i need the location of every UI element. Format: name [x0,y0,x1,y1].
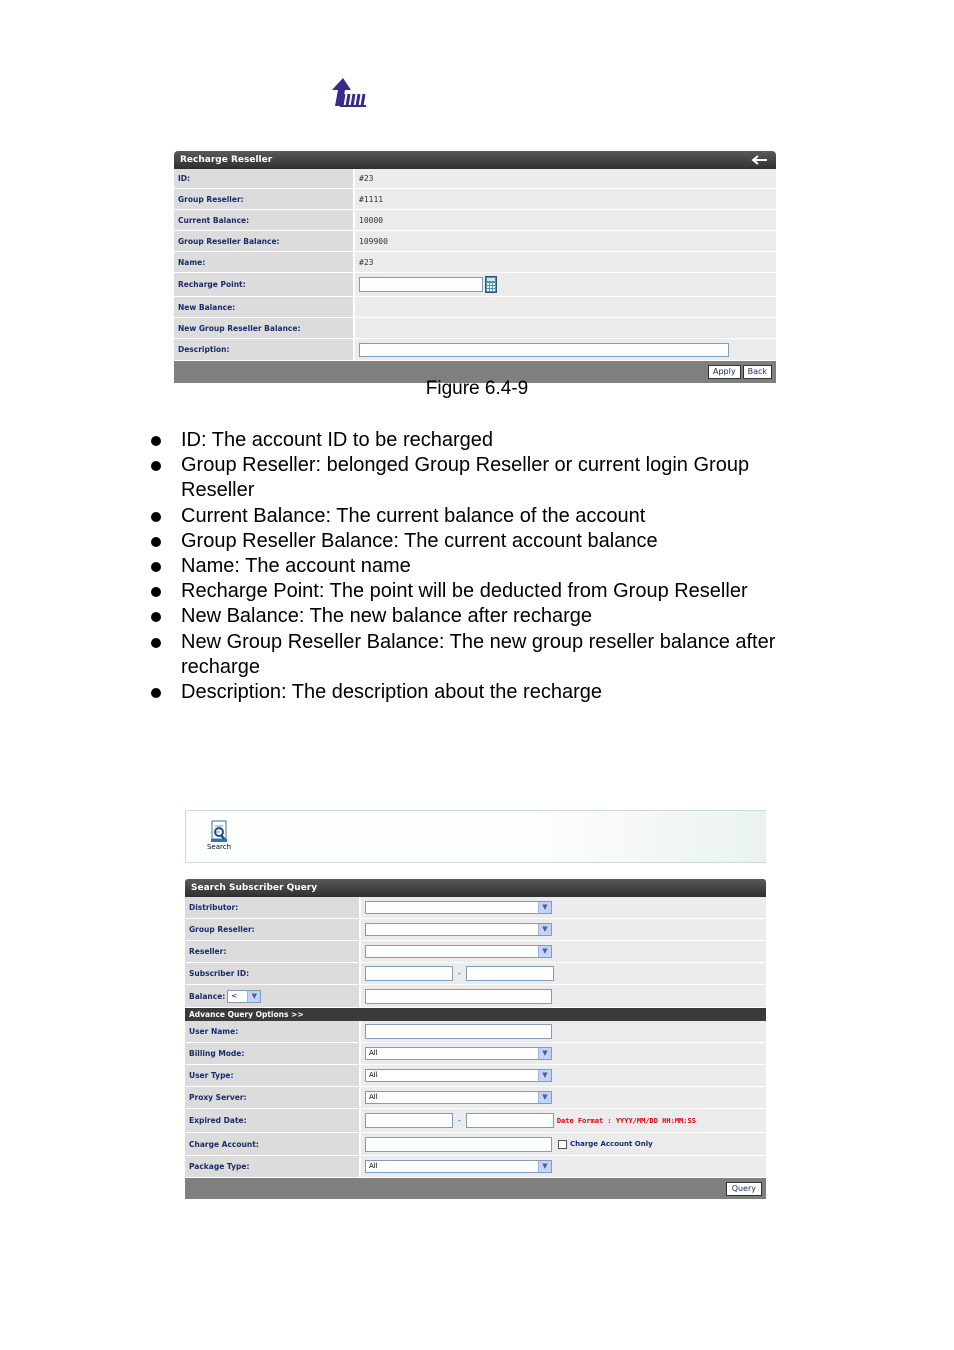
calculator-icon[interactable] [485,276,497,293]
billing-mode-select[interactable] [365,1047,552,1060]
row-charge-account [185,1133,766,1156]
distributor-label: Distributor: [185,897,361,918]
search-icon [208,819,230,843]
bullet-icon [151,461,161,471]
query-button[interactable]: Query [726,1182,762,1196]
row-current-balance [174,210,776,231]
search-tool-button[interactable] [202,819,236,851]
row-user-name [185,1021,766,1043]
charge-account-label: Charge Account: [185,1133,361,1155]
row-balance [185,985,766,1008]
bullet-icon [151,612,161,622]
row-group-reseller [185,919,766,941]
group-reseller-cell [361,919,766,940]
recharge-reseller-panel [174,151,776,378]
panel-title [174,151,776,169]
bullet-text: Recharge Point: The point will be deducted from Group Reseller [181,580,748,603]
row-distributor [185,897,766,919]
advance-query-options-toggle[interactable]: Advance Query Options >> [185,1008,766,1021]
chevron-down-icon: ▼ [538,1070,551,1081]
row-description [174,339,776,361]
charge-account-only-checkbox[interactable] [558,1140,567,1149]
reseller-cell [361,941,766,962]
range-dash: - [457,969,462,978]
bullet-icon [151,436,161,446]
row-group-reseller-balance [174,231,776,252]
list-item [148,680,828,705]
group-reseller-value: #1111 [355,189,776,209]
list-item [148,579,828,604]
reseller-select[interactable] [365,945,552,958]
user-type-value: All [369,1071,378,1079]
current-balance-label: Current Balance: [174,210,355,230]
new-group-reseller-balance-label: New Group Reseller Balance: [174,318,355,338]
bullet-icon [151,537,161,547]
balance-label-cell [185,985,361,1007]
row-billing-mode [185,1043,766,1065]
new-group-reseller-balance-value [355,318,776,338]
row-recharge-point [174,273,776,297]
balance-input[interactable] [365,989,552,1004]
balance-operator-select[interactable] [227,990,261,1003]
row-name [174,252,776,273]
list-item [148,604,828,629]
list-item [148,428,828,453]
row-proxy-server [185,1087,766,1109]
apply-button[interactable]: Apply [708,365,741,379]
row-user-type [185,1065,766,1087]
chevron-down-icon: ▼ [538,1048,551,1059]
panel-title-text: Recharge Reseller [180,155,273,165]
charge-account-cell [361,1133,766,1155]
name-value: #23 [355,252,776,272]
bullet-icon [151,688,161,698]
subscriber-id-cell [361,963,766,984]
current-balance-value: 10000 [355,210,776,230]
recharge-point-cell [355,273,776,296]
query-panel-title-text: Search Subscriber Query [191,883,318,893]
proxy-server-cell [361,1087,766,1108]
bullet-text: Group Reseller: belonged Group Reseller or current login Group Reseller [181,454,750,502]
search-tool-label: Search [206,843,232,851]
billing-mode-value: All [369,1049,378,1057]
expired-date-from-input[interactable] [365,1113,453,1128]
package-type-select[interactable] [365,1160,552,1173]
subscriber-id-to-input[interactable] [466,966,554,981]
description-cell [355,339,776,360]
date-format-hint: Date Format : YYYY/MM/DD HH:MM:SS [556,1116,696,1125]
row-new-balance [174,297,776,318]
subscriber-id-from-input[interactable] [365,966,453,981]
group-reseller-balance-label: Group Reseller Balance: [174,231,355,251]
billing-mode-label: Billing Mode: [185,1043,361,1064]
reseller-label: Reseller: [185,941,361,962]
chevron-down-icon: ▼ [538,1161,551,1172]
distributor-cell [361,897,766,918]
balance-cell [361,985,766,1007]
query-panel-title [185,879,766,897]
name-label: Name: [174,252,355,272]
list-item [148,630,821,680]
bullet-text: New Group Reseller Balance: The new group reseller balance after recharge [181,630,776,678]
user-name-cell [361,1021,766,1042]
bullet-text: Name: The account name [181,555,411,578]
row-group-reseller [174,189,776,210]
list-item [148,453,801,503]
user-type-label: User Type: [185,1065,361,1086]
balance-operator-value: < [231,991,238,1000]
subscriber-id-label: Subscriber ID: [185,963,361,984]
list-item [148,554,828,579]
row-reseller [185,941,766,963]
figure-caption: Figure 6.4-9 [425,378,529,399]
id-label: ID: [174,169,355,188]
bullet-icon [151,587,161,597]
id-value: #23 [355,169,776,188]
recharge-point-label: Recharge Point: [174,273,355,296]
list-item [148,504,828,529]
bullet-text: ID: The account ID to be recharged [181,429,494,451]
user-name-label: User Name: [185,1021,361,1042]
expired-date-to-input[interactable] [466,1113,554,1128]
row-expired-date [185,1109,766,1133]
bullet-text: Current Balance: The current balance of the account [181,504,646,527]
expired-date-cell [361,1109,766,1132]
expired-date-label: Expired Date: [185,1109,361,1132]
chevron-down-icon: ▼ [538,946,551,957]
search-subscriber-query-panel [185,879,766,1200]
bullet-list [148,428,828,705]
group-reseller-select[interactable] [365,923,552,936]
range-dash: - [457,1116,462,1125]
query-panel-footer [185,1178,766,1199]
back-button[interactable]: Back [743,365,772,379]
bullet-text: New Balance: The new balance after recharge [181,605,592,628]
row-package-type [185,1156,766,1178]
list-item [148,529,828,554]
group-reseller-label: Group Reseller: [185,919,361,940]
bullet-icon [151,638,161,648]
charge-account-input[interactable] [365,1137,552,1152]
bullet-text: Group Reseller Balance: The current account balance [181,529,658,552]
proxy-server-label: Proxy Server: [185,1087,361,1108]
bullet-icon [151,512,161,522]
chevron-down-icon: ▼ [538,924,551,935]
chevron-down-icon: ▼ [247,991,260,1002]
balance-label: Balance: [189,991,226,1001]
chevron-down-icon: ▼ [538,1092,551,1103]
back-arrow-icon[interactable] [750,155,768,165]
user-type-select[interactable] [365,1069,552,1082]
billing-mode-cell [361,1043,766,1064]
new-balance-value [355,297,776,317]
bullet-icon [151,562,161,572]
charge-account-only-label: Charge Account Only [570,1140,653,1148]
chevron-down-icon: ▼ [538,902,551,913]
package-type-value: All [369,1162,378,1170]
package-type-cell [361,1156,766,1177]
company-logo [330,78,368,108]
bullet-text: Description: The description about the recharge [181,681,602,704]
group-reseller-label: Group Reseller: [174,189,355,209]
new-balance-label: New Balance: [174,297,355,317]
distributor-select[interactable] [365,901,552,914]
description-label: Description: [174,339,355,360]
user-name-input[interactable] [365,1024,552,1039]
recharge-point-input[interactable] [359,277,483,292]
description-input[interactable] [359,343,729,357]
package-type-label: Package Type: [185,1156,361,1177]
row-id [174,169,776,189]
toolbar [185,810,766,863]
row-new-group-reseller-balance [174,318,776,339]
group-reseller-balance-value: 109900 [355,231,776,251]
user-type-cell [361,1065,766,1086]
row-subscriber-id [185,963,766,985]
proxy-server-value: All [369,1093,378,1101]
proxy-server-select[interactable] [365,1091,552,1104]
